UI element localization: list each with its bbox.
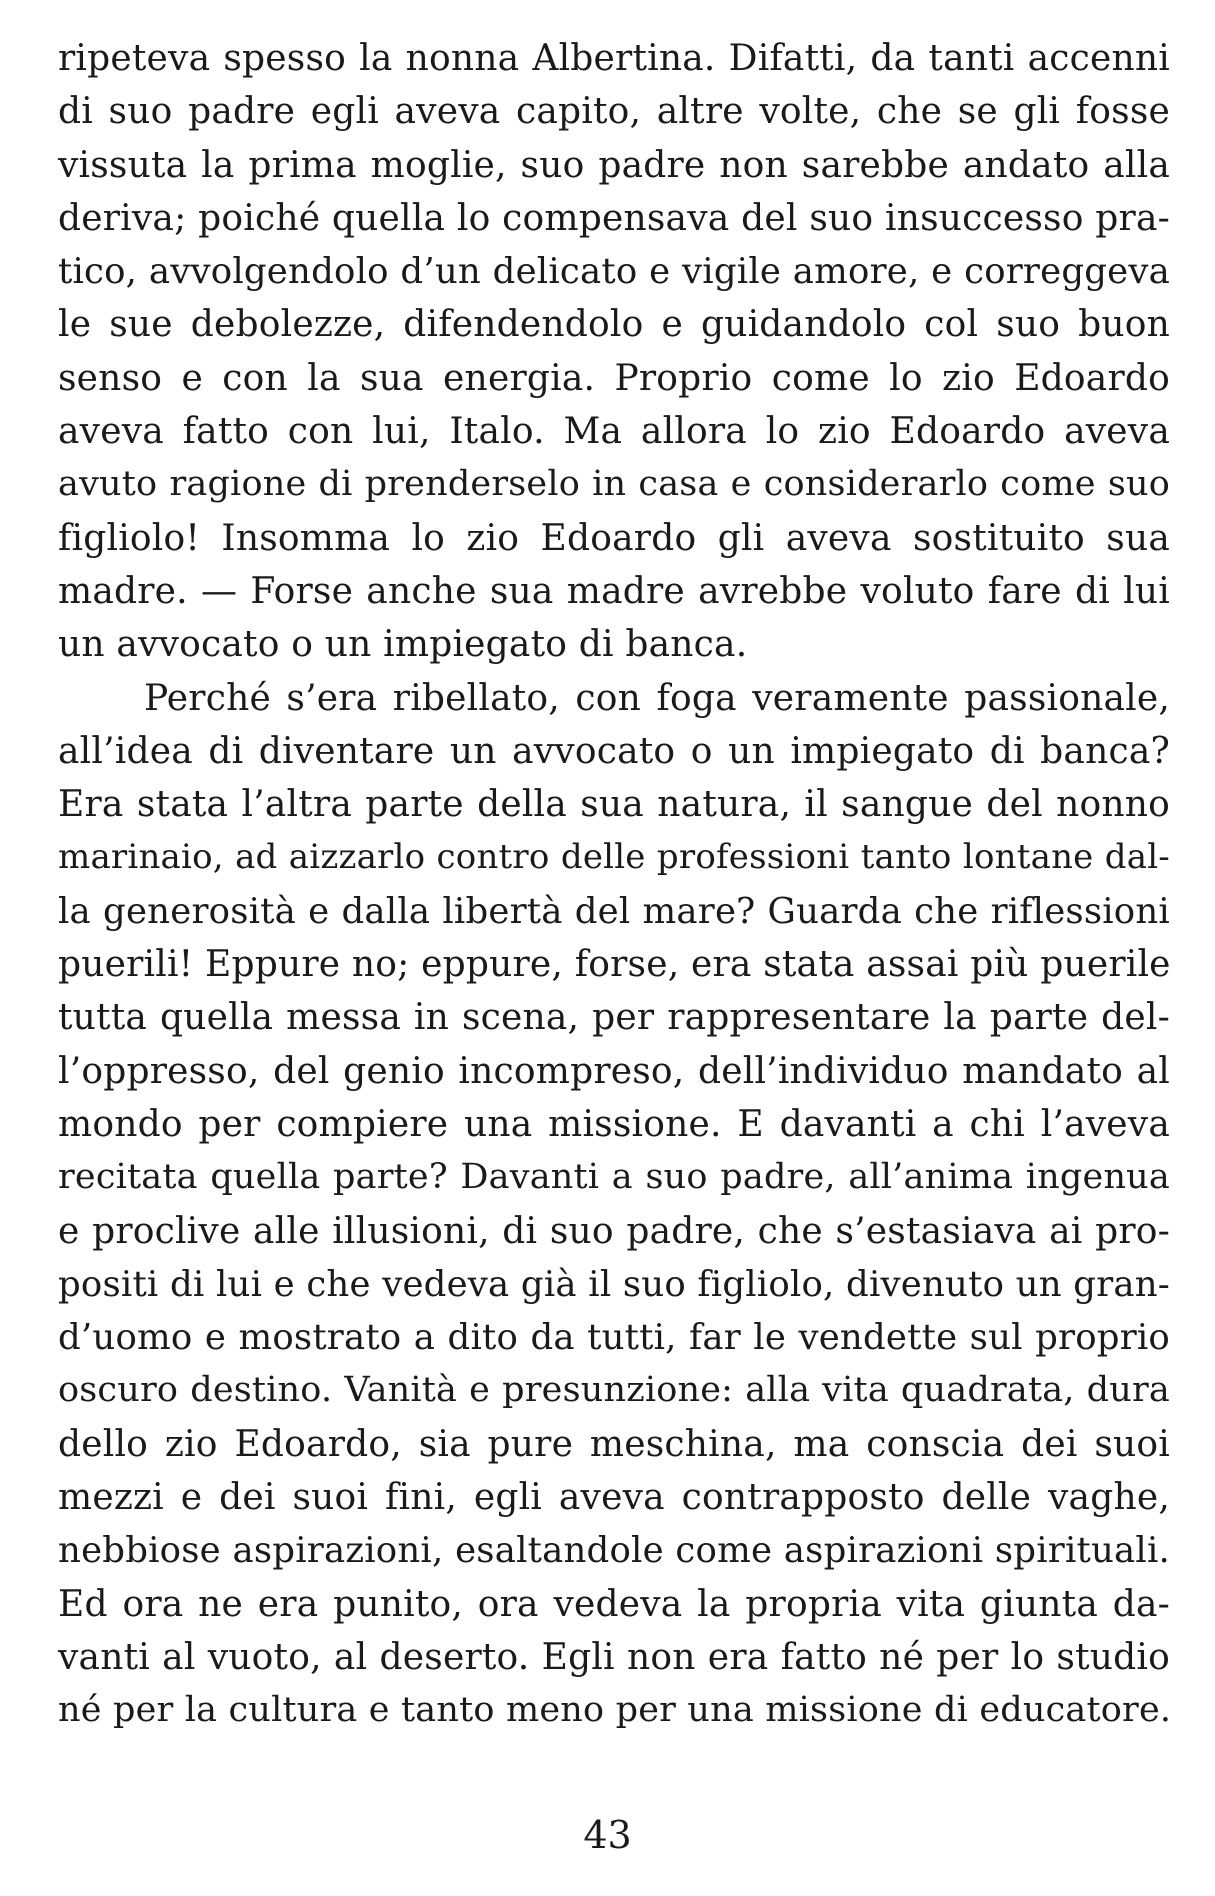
text-line: ripeteva spesso la nonna Albertina. Difatti, da tanti accenni: [58, 38, 1170, 79]
text-line: mezzi e dei suoi fini, egli aveva contrapposto delle vaghe,: [58, 1477, 1170, 1519]
text-line: figliolo! Insomma lo zio Edoardo gli aveva sostituito sua: [58, 517, 1170, 559]
text-line: all’idea di diventare un avvocato o un impiegato di banca?: [58, 730, 1170, 772]
text-line: né per la cultura e tanto meno per una missione di educatore.: [58, 1690, 1172, 1731]
text-line: vissuta la prima moglie, suo padre non sarebbe andato alla: [58, 144, 1170, 186]
text-line: la generosità e dalla libertà del mare? Guarda che riflessioni: [58, 890, 1170, 932]
text-line: tico, avvolgendolo d’un delicato e vigile amore, e correggeva: [58, 251, 1170, 293]
text-line: d’uomo e mostrato a dito da tutti, far le vendette sul proprio: [58, 1317, 1170, 1359]
text-line: recitata quella parte? Davanti a suo padre, all’anima ingenua: [58, 1157, 1170, 1198]
text-line: oscuro destino. Vanità e presunzione: alla vita quadrata, dura: [58, 1370, 1170, 1411]
body-text: [58, 32, 1170, 1738]
text-line: dello zio Edoardo, sia pure meschina, ma conscia dei suoi: [58, 1423, 1170, 1465]
text-line: tutta quella messa in scena, per rappresentare la parte del-: [58, 997, 1170, 1039]
text-line: madre. — Forse anche sua madre avrebbe voluto fare di lui: [58, 570, 1170, 612]
text-line: deriva; poiché quella lo compensava del suo insuccesso pra-: [58, 197, 1170, 239]
text-line: le sue debolezze, difendendolo e guidandolo col suo buon: [58, 304, 1170, 346]
paragraph-1: [58, 32, 1170, 672]
text-line: puerili! Eppure no; eppure, forse, era stata assai più puerile: [58, 944, 1171, 986]
text-line: mondo per compiere una missione. E davanti a chi l’aveva: [58, 1103, 1170, 1145]
text-line: avuto ragione di prenderselo in casa e considerarlo come suo: [58, 464, 1170, 505]
text-line: di suo padre egli aveva capito, altre volte, che se gli fosse: [58, 91, 1170, 133]
text-line: positi di lui e che vedeva già il suo figliolo, divenuto un gran-: [58, 1263, 1170, 1305]
text-line: Ed ora ne era punito, ora vedeva la propria vita giunta da-: [58, 1583, 1170, 1625]
text-line: marinaio, ad aizzarlo contro delle professioni tanto lontane dal-: [58, 837, 1170, 878]
page-number: 43: [583, 1813, 632, 1857]
text-line: nebbiose aspirazioni, esaltandole come aspirazioni spirituali.: [58, 1530, 1170, 1572]
text-line: vanti al vuoto, al deserto. Egli non era fatto né per lo studio: [58, 1636, 1170, 1678]
text-line: aveva fatto con lui, Italo. Ma allora lo zio Edoardo aveva: [58, 411, 1170, 453]
paragraph-2: [58, 672, 1170, 1738]
text-line: Era stata l’altra parte della sua natura, il sangue del nonno: [58, 784, 1170, 826]
text-line: l’oppresso, del genio incompreso, dell’individuo mandato al: [58, 1050, 1170, 1092]
text-line: un avvocato o un impiegato di banca.: [58, 624, 748, 666]
text-line: senso e con la sua energia. Proprio come lo zio Edoardo: [58, 357, 1170, 399]
text-line: Perché s’era ribellato, con foga veramente passionale,: [144, 677, 1170, 719]
text-line: e proclive alle illusioni, di suo padre, che s’estasiava ai pro-: [58, 1210, 1170, 1252]
